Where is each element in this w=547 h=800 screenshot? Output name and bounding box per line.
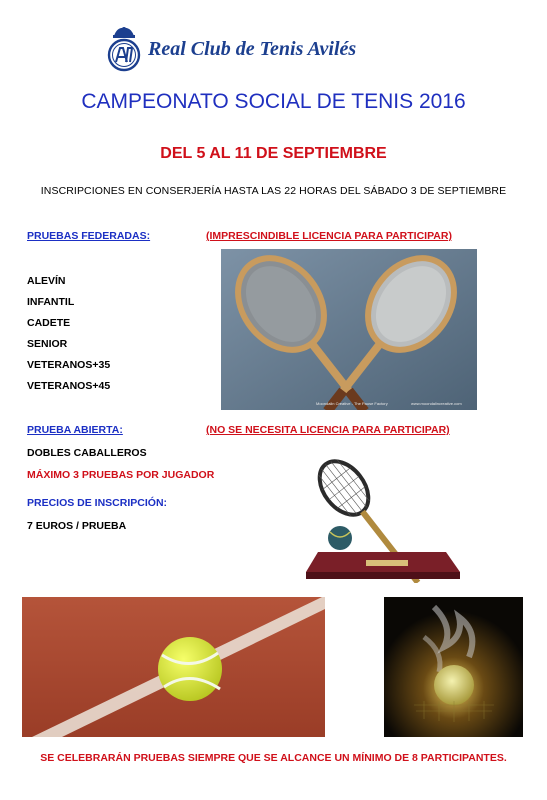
- category-item: INFANTIL: [27, 296, 75, 308]
- registration-info: INSCRIPCIONES EN CONSERJERÍA HASTA LAS 22 HORAS DEL SÁBADO 3 DE SEPTIEMBRE: [40, 185, 507, 197]
- category-item: VETERANOS+35: [27, 359, 111, 371]
- club-name: Real Club de Tenis Avilés: [148, 38, 357, 60]
- smoking-ball-photo: [384, 597, 523, 737]
- club-logo: [107, 24, 141, 74]
- prices-heading: PRECIOS DE INSCRIPCIÓN:: [27, 497, 168, 509]
- federated-heading: PRUEBAS FEDERADAS:: [27, 230, 151, 242]
- open-heading: PRUEBA ABIERTA:: [27, 424, 123, 436]
- open-note: (NO SE NECESITA LICENCIA PARA PARTICIPAR): [206, 424, 450, 436]
- vintage-rackets-photo: [221, 249, 477, 410]
- open-event: DOBLES CABALLEROS: [27, 447, 147, 459]
- price-value: 7 EUROS / PRUEBA: [27, 520, 127, 532]
- photo-credit-left: Moondalin Creative - The Pause Factory: [316, 401, 388, 406]
- max-events: MÁXIMO 3 PRUEBAS POR JUGADOR: [27, 469, 215, 481]
- federated-note: (IMPRESCINDIBLE LICENCIA PARA PARTICIPAR): [206, 230, 452, 242]
- category-item: CADETE: [27, 317, 71, 329]
- footer-note: SE CELEBRARÁN PRUEBAS SIEMPRE QUE SE ALCANCE UN MÍNIMO DE 8 PARTICIPANTES.: [40, 752, 507, 764]
- category-item: ALEVÍN: [27, 275, 66, 287]
- photo-credit-right: www.moondalincreative.com: [411, 401, 462, 406]
- category-item: VETERANOS+45: [27, 380, 111, 392]
- trophy-image: [296, 448, 464, 583]
- clay-court-ball-photo: [22, 597, 325, 737]
- category-item: SENIOR: [27, 338, 68, 350]
- page-title: CAMPEONATO SOCIAL DE TENIS 2016: [81, 90, 466, 113]
- event-dates: DEL 5 AL 11 DE SEPTIEMBRE: [160, 145, 387, 162]
